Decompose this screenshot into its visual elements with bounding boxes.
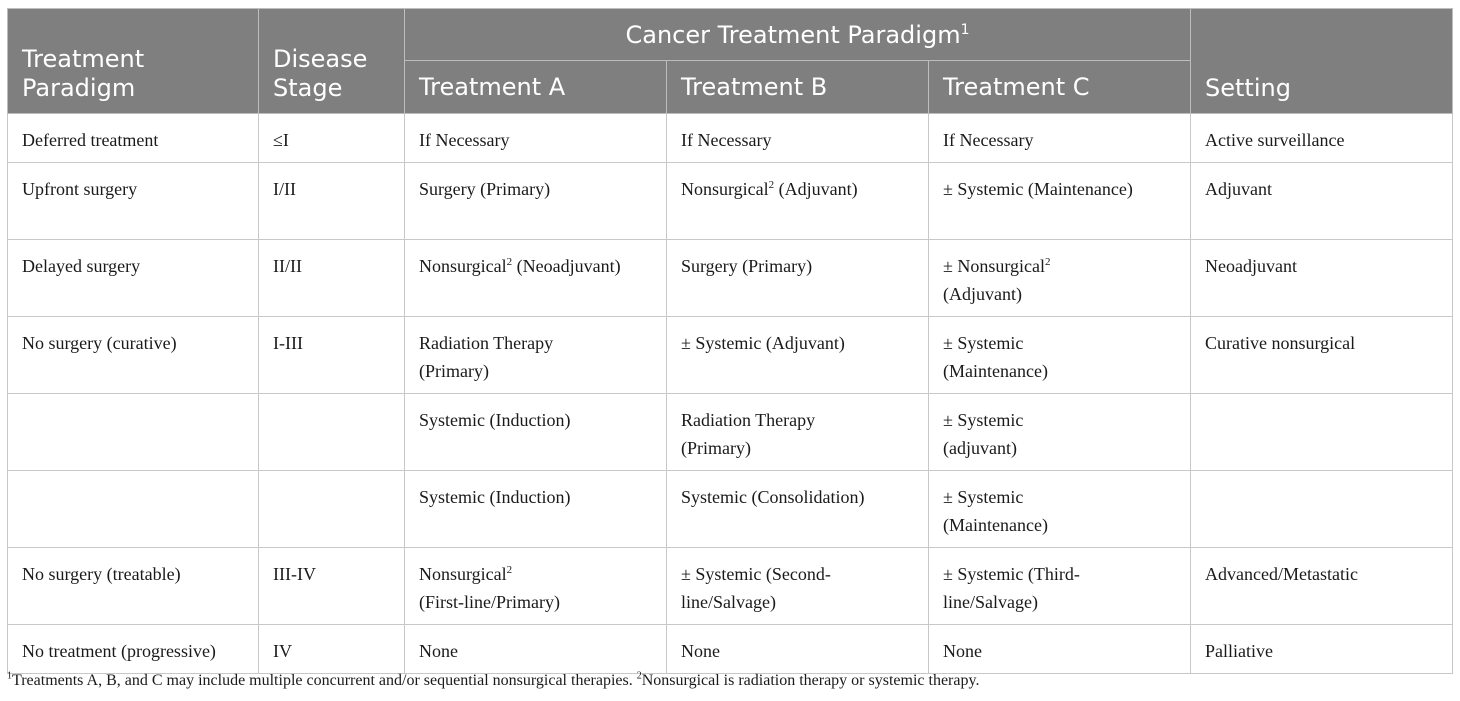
cell-paradigm: Upfront surgery [8,163,259,240]
footnote-text-2: Nonsurgical is radiation therapy or systemic therapy. [641,672,980,689]
cell-treatment-b: None [667,625,929,674]
table-footnote [7,672,1452,690]
cell-treatment-c: If Necessary [929,114,1191,163]
cell-text: Nonsurgical [419,564,507,584]
table-row [8,114,1453,163]
cell-treatment-a: Surgery (Primary) [405,163,667,240]
footnote-mark: 2 [1045,256,1051,268]
cell-text-suffix: (Adjuvant) [774,179,858,199]
header-treatment-paradigm: Treatment Paradigm [8,9,259,114]
table-row [8,471,1453,548]
header-disease-stage: Disease Stage [259,9,405,114]
cell-text: Nonsurgical [681,179,769,199]
cell-setting: Active surveillance [1191,114,1453,163]
cell-treatment-a [405,548,667,625]
footnote-mark: 2 [768,179,775,191]
cell-treatment-b: ± Systemic (Second-line/Salvage) [667,548,929,625]
header-treatment-c: Treatment C [929,61,1191,114]
cell-treatment-c: ± Systemic (Maintenance) [929,163,1191,240]
table-row [8,240,1453,317]
cell-setting: Neoadjuvant [1191,240,1453,317]
cell-setting: Advanced/Metastatic [1191,548,1453,625]
cell-text-suffix: (First-line/Primary) [419,592,560,612]
cell-setting: Adjuvant [1191,163,1453,240]
cell-treatment-c: ± Systemic (Third-line/Salvage) [929,548,1191,625]
cell-treatment-a: None [405,625,667,674]
cell-text-suffix: (Neoadjuvant) [512,256,621,276]
cell-paradigm: Deferred treatment [8,114,259,163]
cell-treatment-a [405,240,667,317]
cell-stage: I-III [259,317,405,394]
footnote-mark: 2 [506,564,513,576]
cell-treatment-b: Systemic (Consolidation) [667,471,929,548]
cell-setting [1191,471,1453,548]
cell-setting: Curative nonsurgical [1191,317,1453,394]
cell-treatment-c: ± Systemic (Maintenance) [929,471,1191,548]
cell-paradigm [8,471,259,548]
cell-treatment-a: Systemic (Induction) [405,394,667,471]
cell-treatment-a: Radiation Therapy (Primary) [405,317,667,394]
cell-stage: I/II [259,163,405,240]
footnote-mark: 1 [7,670,12,682]
cell-text: Nonsurgical [419,256,507,276]
cell-stage: ≤I [259,114,405,163]
cell-treatment-a: If Necessary [405,114,667,163]
header-cancer-treatment-paradigm [405,9,1191,61]
cell-treatment-c: None [929,625,1191,674]
cell-treatment-b: Surgery (Primary) [667,240,929,317]
header-group-footnote-mark: 1 [960,22,970,38]
cell-stage [259,471,405,548]
treatment-paradigm-table [7,8,1453,674]
cell-paradigm: No treatment (progressive) [8,625,259,674]
footnote-mark: 2 [636,670,642,682]
table-row [8,625,1453,674]
cell-treatment-c [929,240,1191,317]
table-row [8,317,1453,394]
treatment-table-container [7,8,1452,674]
header-setting: Setting [1191,9,1453,114]
header-treatment-b: Treatment B [667,61,929,114]
cell-treatment-b [667,163,929,240]
cell-stage: III-IV [259,548,405,625]
header-group-label: Cancer Treatment Paradigm [625,21,961,49]
table-row [8,163,1453,240]
cell-stage [259,394,405,471]
cell-treatment-b: ± Systemic (Adjuvant) [667,317,929,394]
cell-treatment-b: If Necessary [667,114,929,163]
cell-text-suffix: (Adjuvant) [943,284,1022,304]
cell-treatment-a: Systemic (Induction) [405,471,667,548]
cell-stage: IV [259,625,405,674]
cell-paradigm: Delayed surgery [8,240,259,317]
footnote-mark: 2 [506,256,513,268]
cell-setting [1191,394,1453,471]
cell-text: ± Nonsurgical [943,256,1046,276]
cell-setting: Palliative [1191,625,1453,674]
cell-treatment-c: ± Systemic (adjuvant) [929,394,1191,471]
table-row [8,394,1453,471]
footnote-text-1: Treatments A, B, and C may include multiple concurrent and/or sequential nonsurgical therapies. [12,672,637,689]
cell-paradigm: No surgery (curative) [8,317,259,394]
cell-stage: II/II [259,240,405,317]
table-row [8,548,1453,625]
header-treatment-a: Treatment A [405,61,667,114]
cell-paradigm [8,394,259,471]
cell-treatment-c: ± Systemic (Maintenance) [929,317,1191,394]
cell-paradigm: No surgery (treatable) [8,548,259,625]
cell-treatment-b: Radiation Therapy (Primary) [667,394,929,471]
